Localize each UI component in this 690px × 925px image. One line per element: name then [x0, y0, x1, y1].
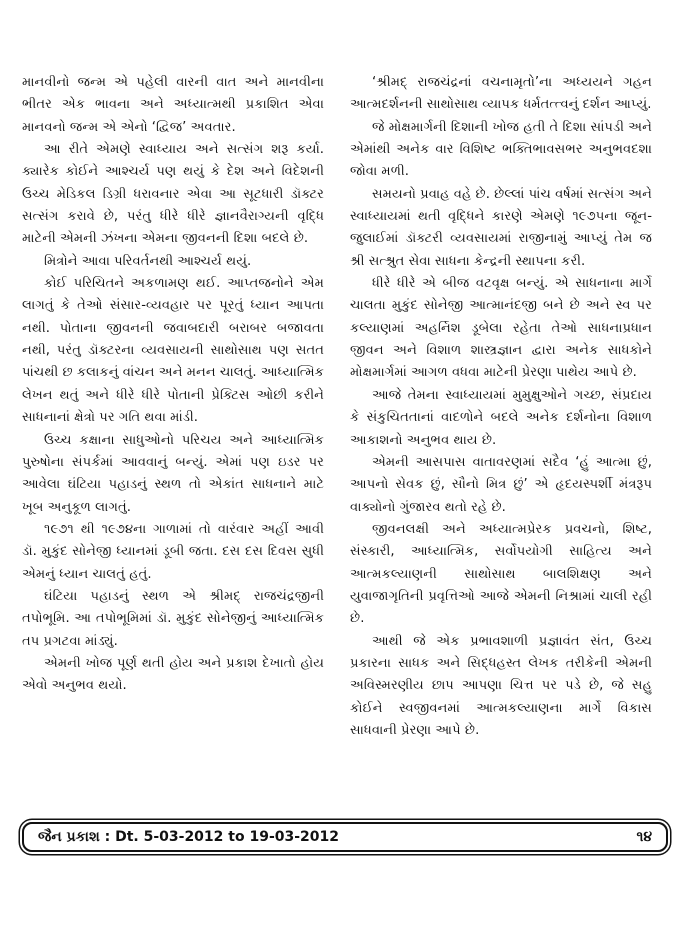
paragraph: કોઈ પરિચિતને અકળામણ થઈ. આપ્તજનોને એમ લાગતું કે તેઓ સંસાર-વ્યવહાર પર પૂરતું ધ્યાન આપતા નથી. પોતાના જીવનની જવાબદારી બરાબર બજાવતા નથી, પરંતુ ડૉક્ટરના વ્યવસાયની સાથોસાથ પણ સતત પાંચથી છ કલાકનું વાંચન અને મનન ચાલતું. આધ્યાત્મિક લેખન થતું અને ધીરે ધીરે પોતાની પ્રેક્ટિસ ઓછી કરીને સાધનાનાં ક્ષેત્રો પર ગતિ થવા માંડી. [22, 276, 324, 426]
paragraph: ધીરે ધીરે એ બીજ વટવૃક્ષ બન્યું. એ સાધનાના માર્ગે ચાલતા મુકુંદ સોનેજી આત્માનંદજી બને છે અને સ્વ પર કલ્યાણમાં અહર્નિશ ડૂબેલા રહેતા તેઓ સાધનાપ્રધાન જીવન અને વિશાળ શાસ્ત્રજ્ઞાન દ્વારા અનેક સાધકોને મોક્ષમાર્ગમાં આગળ વધવા માટેની પ્રેરણા પાથેય આપે છે. [350, 276, 652, 381]
paragraph: સમયનો પ્રવાહ વહે છે. છેલ્લાં પાંચ વર્ષમાં સત્સંગ અને સ્વાધ્યાયમાં થતી વૃદ્ધિને કારણે એમણે ૧૯૭૫ના જૂન-જુલાઈમાં ડૉક્ટરી વ્યવસાયમાં રાજીનામું આપ્યું તેમ જ શ્રી સત્શ્રુત સેવા સાધના કેન્દ્રની સ્થાપના કરી. [350, 186, 652, 269]
paragraph: આજે તેમના સ્વાધ્યાયમાં મુમુક્ષુઓને ગચ્છ, સંપ્રદાય કે સંકુચિતતાનાં વાદળોને બદલે અનેક દર્શનોના વિશાળ આકાશનો અનુભવ થાય છે. [350, 387, 652, 448]
footer-page-number: ૧૪ [636, 829, 652, 845]
paragraph: મિત્રોને આવા પરિવર્તનથી આશ્ચર્ય થયું. [44, 253, 252, 269]
paragraph: આથી જે એક પ્રભાવશાળી પ્રજ્ઞાવંત સંત, ઉચ્ચ પ્રકારના સાધક અને સિદ્ધહસ્ત લેખક તરીકેની એમની અવિસ્મરણીય છાપ આપણા ચિત્ત પર પડે છે, જે સહુ કોઈને સ્વજીવનમાં આત્મકલ્યાણના માર્ગે વિકાસ સાધવાની પ્રેરણા આપે છે. [350, 633, 652, 738]
paragraph: ૧૯૭૧ થી ૧૯૭૪ના ગાળામાં તો વારંવાર અહીં આવી ડૉ. મુકુંદ સોનેજી ધ્યાનમાં ડૂબી જતા. દસ દસ દિવસ સુધી એમનું ધ્યાન ચાલતું હતું. [22, 521, 324, 582]
paragraph: ઉચ્ચ કક્ષાના સાધુઓનો પરિચય અને આધ્યાત્મિક પુરુષોના સંપર્કમાં આવવાનું બન્યું. એમાં પણ ઇડર પર આવેલા ઘંટિયા પહાડનું સ્થળ તો એકાંત સાધનાને માટે ખૂબ અનુકૂળ લાગતું. [22, 432, 324, 515]
article-body [22, 72, 652, 814]
paragraph: એમની ખોજ પૂર્ણ થતી હોય અને પ્રકાશ દેખાતો હોય એવો અનુભવ થયો. [22, 655, 324, 694]
paragraph: જીવનલક્ષી અને અધ્યાત્મપ્રેરક પ્રવચનો, શિષ્ટ, સંસ્કારી, આધ્યાત્મિક, સર્વોપયોગી સાહિત્ય અને આત્મકલ્યાણની સાથોસાથ બાલશિક્ષણ અને યુવાજાગૃતિની પ્રવૃત્તિઓ આજે એમની નિશ્રામાં ચાલી રહી છે. [350, 521, 652, 627]
right-column [350, 72, 652, 814]
page-footer [22, 822, 668, 852]
paragraph: માનવીનો જન્મ એ પહેલી વારની વાત અને માનવીના ભીતર એક ભાવના અને અધ્યાત્મથી પ્રકાશિત એવા માનવનો જન્મ એ એનો ‘દ્વિજ’ અવતાર. [22, 75, 324, 135]
left-column [22, 72, 324, 814]
footer-publication: જૈન પ્રકાશ : Dt. 5-03-2012 to 19-03-2012 [38, 829, 340, 845]
paragraph: ઘંટિયા પહાડનું સ્થળ એ શ્રીમદ્ રાજચંદ્રજીની તપોભૂમિ. આ તપોભૂમિમાં ડૉ. મુકુંદ સોનેજીનું આધ્યાત્મિક તપ પ્રગટવા માંડ્યું. [22, 588, 324, 649]
paragraph: આ રીતે એમણે સ્વાધ્યાય અને સત્સંગ શરૂ કર્યા. ક્યારેક કોઈને આશ્ચર્ય પણ થયું કે દેશ અને વિદેશની ઉચ્ચ મેડિકલ ડિગ્રી ધરાવનાર એવા આ સૂટધારી ડૉક્ટર સત્સંગ કરાવે છે, પરંતુ ધીરે ધીરે જ્ઞાનવૈરાગ્યની વૃદ્ધિ માટેની એમની ઝંખના એમના જીવનની દિશા બદલે છે. [22, 142, 324, 247]
paragraph: એમની આસપાસ વાતાવરણમાં સદૈવ ‘હું આત્મા છું, આપનો સેવક છું, સૌનો મિત્ર છું’ એ હૃદયસ્પર્શી મંત્રરૂપ વાક્યોનો ગુંજારવ થતો રહે છે. [350, 454, 652, 515]
paragraph: જે મોક્ષમાર્ગની દિશાની ખોજ હતી તે દિશા સાંપડી અને એમાંથી અનેક વાર વિશિષ્ટ ભક્તિભાવસભર અનુભવદશા જોવા મળી. [350, 119, 652, 180]
paragraph: ‘શ્રીમદ્ રાજચંદ્રનાં વચનામૃતો’ના અધ્યયને ગહન આત્મદર્શનની સાથોસાથ વ્યાપક ધર્મતત્ત્વનું દર્શન આપ્યું. [350, 75, 652, 113]
